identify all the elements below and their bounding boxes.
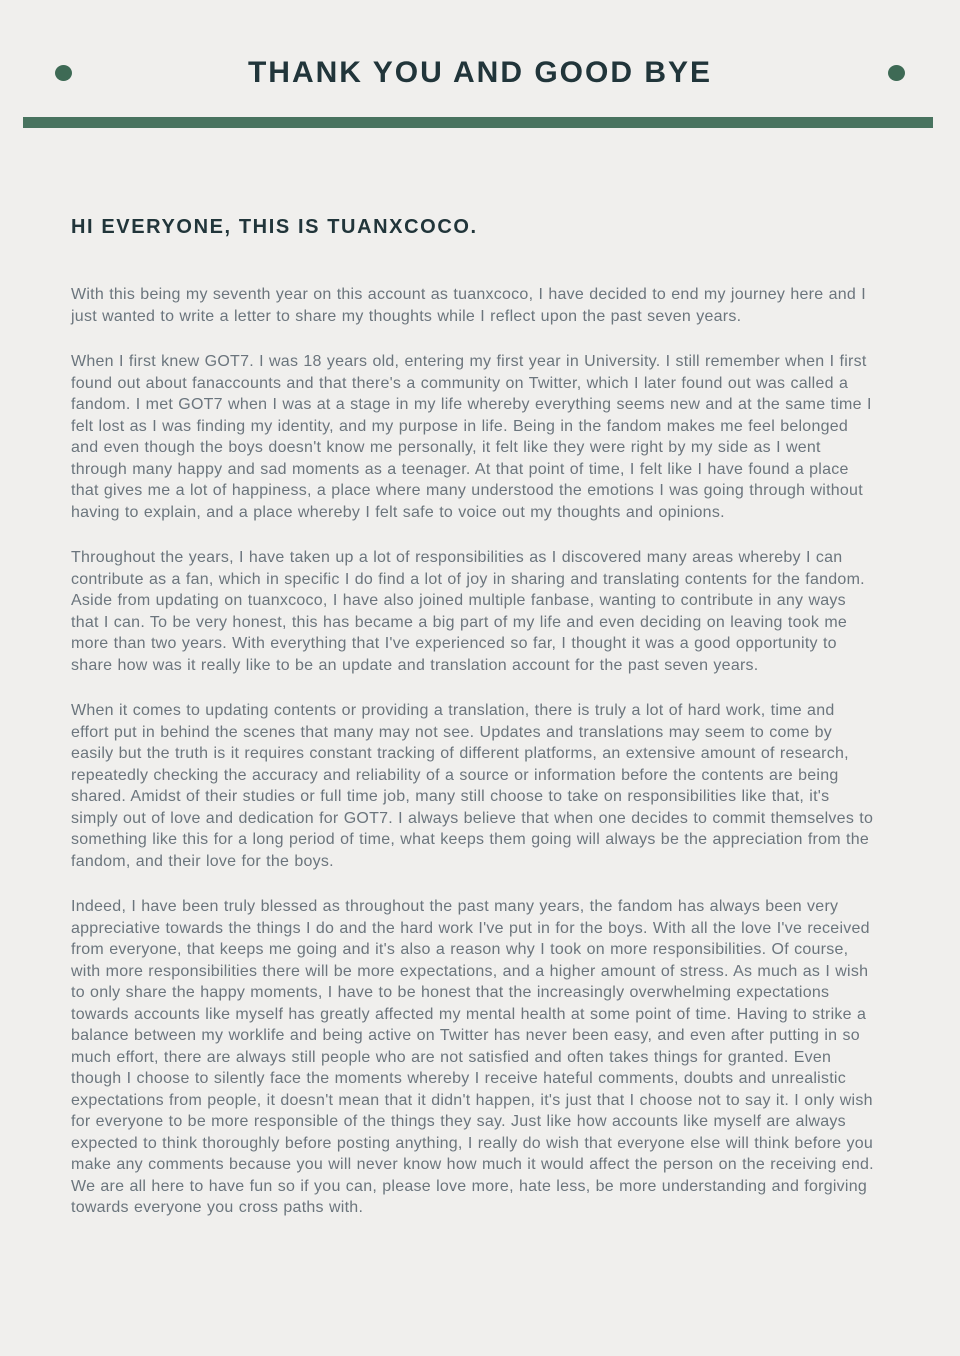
letter-paragraph: Throughout the years, I have taken up a lot of responsibilities as I discovered many areas whereby I can contribute as a fan, which in specific I do find a lot of joy in sharing and translating contents for the fandom. Aside from updating on tuanxcoco, I have also joined multiple fanbase, wanting to contribute in any ways that I can. To be very honest, this has became a big part of my life and even deciding on leaving took me more than two years. With everything that I've experienced so far, I thought it was a good opportunity to share how was it really like to be an update and translation account for the past seven years.	[71, 549, 865, 674]
letter-paragraph: With this being my seventh year on this account as tuanxcoco, I have decided to end my journey here and I just wanted to write a letter to share my thoughts while I reflect upon the past seven years.	[71, 286, 866, 325]
letter-paragraph: When it comes to updating contents or providing a translation, there is truly a lot of hard work, time and effort put in behind the scenes that many may not see. Updates and translations may seem to come by easily but the truth is it requires constant tracking of different platforms, an extensive amount of research, repeatedly checking the accuracy and reliability of a source or information before the contents are being shared. Amidst of their studies or full time job, many still choose to take on responsibilities like that, it's simply out of love and dedication for GOT7. I always believe that when one decides to commit themselves to something like this for a long period of time, what keeps them going will always be the appreciation from the fandom, and their love for the boys.	[71, 702, 874, 870]
page-header	[0, 0, 960, 88]
divider-bar	[23, 117, 933, 128]
page-title: THANK YOU AND GOOD BYE	[247, 56, 713, 89]
decorative-dot-right	[888, 65, 905, 81]
letter-heading: HI EVERYONE, THIS IS TUANXCOCO.	[71, 216, 478, 238]
decorative-dot-left	[55, 65, 72, 81]
letter-paragraph: When I first knew GOT7. I was 18 years old, entering my first year in University. I still remember when I first found out about fanaccounts and that there's a community on Twitter, which I later found out was called a fandom. I met GOT7 when I was at a stage in my life whereby everything seems new and at the same time I felt lost as I was finding my identity, and my purpose in life. Being in the fandom makes me feel belonged and even though the boys doesn't know me personally, it felt like they were right by my side as I went through many happy and sad moments as a teenager. At that point of time, I felt like I have found a place that gives me a lot of happiness, a place where many understood the emotions I was going through without having to explain, and a place whereby I felt safe to voice out my thoughts and opinions.	[71, 353, 872, 521]
letter-content	[71, 214, 874, 1219]
letter-paragraph: Indeed, I have been truly blessed as throughout the past many years, the fandom has always been very appreciative towards the things I do and the hard work I've put in for the boys. With all the love I've received from everyone, that keeps me going and it's also a reason why I took on more responsibilities. Of course, with more responsibilities there will be more expectations, and a higher amount of stress. As much as I wish to only share the happy moments, I have to be honest that the increasingly overwhelming expectations towards accounts like myself has greatly affected my mental health at some point of time. Having to strike a balance between my worklife and being active on Twitter has never been easy, and even after putting in so much effort, there are always still people who are not satisfied and often takes things for granted. Even though I choose to silently face the moments whereby I receive hateful comments, doubts and unrealistic expectations from people, it doesn't mean that it didn't happen, it's just that I choose not to say it. I only wish for everyone to be more responsible of the things they say. Just like how accounts like myself are always expected to think thoroughly before posting anything, I really do wish that everyone else will think before you make any comments because you will never know how much it would affect the person on the receiving end. We are all here to have fun so if you can, please love more, hate less, be more understanding and forgiving towards everyone you cross paths with.	[71, 898, 874, 1216]
